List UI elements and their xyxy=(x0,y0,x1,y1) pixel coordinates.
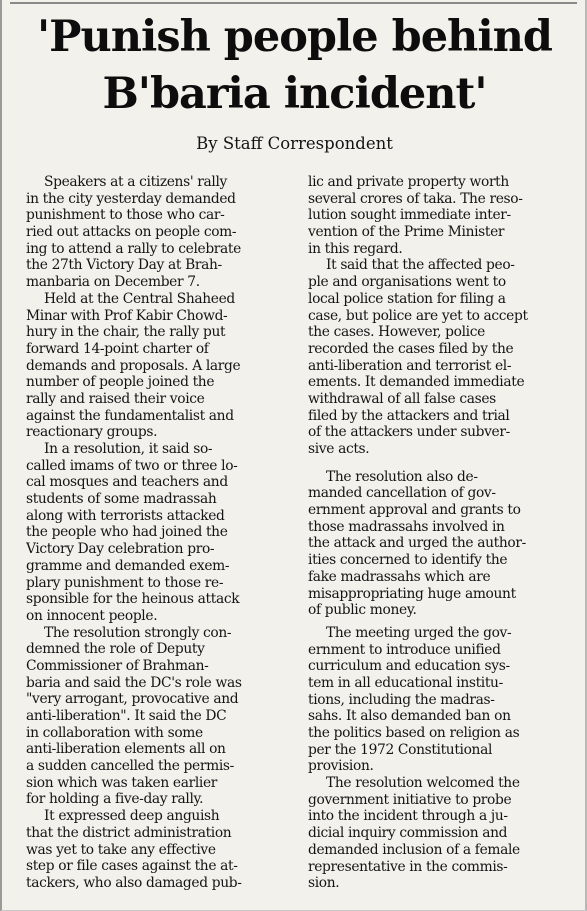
article-text-line: It said that the affected peo- xyxy=(326,257,515,274)
article-text-line: fake madrassahs which are xyxy=(308,568,491,585)
article-text-line: demanded inclusion of a female xyxy=(308,841,520,858)
article-text-line: ried out attacks on people com- xyxy=(26,224,237,241)
article-text-line: anti-liberation". It said the DC xyxy=(26,708,227,724)
article-text-line: tions, including the madras- xyxy=(308,691,495,708)
headline-line-2: B'baria incident' xyxy=(102,69,487,119)
article-text-line: tem in all educational institu- xyxy=(308,674,503,691)
article-text-line: of the attackers under subver- xyxy=(308,424,510,441)
article-text-line: in the city yesterday demanded xyxy=(26,190,236,207)
article-text-line: sion which was taken earlier xyxy=(26,774,218,791)
article-text-line: gramme and demanded exem- xyxy=(26,557,230,574)
article-text-line: provision. xyxy=(308,758,374,775)
article-text-line: curriculum and education sys- xyxy=(308,658,510,675)
article-text-line: ities concerned to identify the xyxy=(308,552,508,569)
article-text-line: reactionary groups. xyxy=(26,424,158,441)
article-text-line: plary punishment to those re- xyxy=(26,574,224,591)
article-text-line: punishment to those who car- xyxy=(26,207,225,224)
article-text-line: hury in the chair, the rally put xyxy=(26,324,226,341)
article-text-line: In a resolution, it said so- xyxy=(44,441,213,457)
article-text-line: step or file cases against the at- xyxy=(26,858,238,875)
article-text-line: anti-liberation and terrorist el- xyxy=(308,357,512,374)
left-column-text xyxy=(26,174,304,892)
article-text-line: The resolution also de- xyxy=(326,468,478,485)
article-text-line: Victory Day celebration pro- xyxy=(26,541,215,558)
article-text-line: sion. xyxy=(308,875,340,892)
article-text-line: anti-liberation elements all on xyxy=(26,741,226,758)
article-text-line: demned the role of Deputy xyxy=(26,641,205,658)
article-text-line: lution sought immediate inter- xyxy=(308,207,511,224)
article-text-line: "very arrogant, provocative and xyxy=(26,691,239,708)
article-text-line: called imams of two or three lo- xyxy=(26,457,238,474)
article-text-line: ernment approval and grants to xyxy=(308,502,521,519)
article-text-line: recorded the cases filed by the xyxy=(308,340,514,357)
article-text-line: forward 14-point charter of xyxy=(26,340,209,357)
article-text-line: was yet to take any effective xyxy=(26,841,216,858)
article-text-line: baria and said the DC's role was xyxy=(26,674,242,691)
article-text-line: ernment to introduce unified xyxy=(308,641,501,658)
article-text-line: manbaria on December 7. xyxy=(26,274,200,291)
article-text-line: sahs. It also demanded ban on xyxy=(308,708,511,725)
article-text-line: against the fundamentalist and xyxy=(26,407,234,424)
article-text-line: It expressed deep anguish xyxy=(44,808,220,825)
article-text-line: on innocent people. xyxy=(26,607,158,624)
article-text-line: in this regard. xyxy=(308,240,403,257)
top-rule xyxy=(10,2,577,4)
article-text-line: withdrawal of all false cases xyxy=(308,390,496,407)
article-text-line: representative in the commis- xyxy=(308,858,508,875)
article-column-right xyxy=(308,174,580,892)
article-text-line: into the incident through a ju- xyxy=(308,808,508,825)
article-text-line: the attack and urged the author- xyxy=(308,535,526,552)
right-column-paragraphs-a xyxy=(308,174,580,458)
article-text-line: Minar with Prof Kabir Chowd- xyxy=(26,307,228,324)
article-text-line: in collaboration with some xyxy=(26,724,203,741)
article-text-line: tackers, who also damaged pub- xyxy=(26,874,242,891)
article-text-line: that the district administration xyxy=(26,824,232,841)
article-text-line: ing to attend a rally to celebrate xyxy=(26,240,241,257)
article-text-line: local police station for filing a xyxy=(308,290,506,307)
article-text-line: ple and organisations went to xyxy=(308,274,506,291)
article-text-line: several crores of taka. The reso- xyxy=(308,190,523,207)
article-text-line: Commissioner of Brahman- xyxy=(26,657,209,674)
article-text-line: Held at the Central Shaheed xyxy=(44,290,235,307)
headline-line-1: 'Punish people behind xyxy=(37,12,552,62)
article-text-line: misappropriating huge amount xyxy=(308,585,516,602)
article-text-line: dicial inquiry commission and xyxy=(308,825,508,842)
article-text-line: sive acts. xyxy=(308,441,370,457)
article-text-line: cal mosques and teachers and xyxy=(26,474,228,491)
byline: By Staff Correspondent xyxy=(196,134,393,153)
article-text-line: filed by the attackers and trial xyxy=(308,407,510,424)
article-text-line: of public money. xyxy=(308,602,417,619)
article-text-line: Speakers at a citizens' rally xyxy=(44,174,227,190)
article-text-line: sponsible for the heinous attack xyxy=(26,591,240,608)
right-column-paragraphs-b xyxy=(308,469,580,619)
article-text-line: The meeting urged the gov- xyxy=(326,624,512,641)
article-text-line: number of people joined the xyxy=(26,374,215,391)
article-text-line: the politics based on religion as xyxy=(308,725,520,741)
article-text-line: per the 1972 Constitutional xyxy=(308,741,493,758)
article-text-line: The resolution welcomed the xyxy=(326,775,520,792)
article-text-line: the cases. However, police xyxy=(308,324,485,341)
article-text-line: case, but police are yet to accept xyxy=(308,307,528,324)
article-text-line: The resolution strongly con- xyxy=(44,624,232,641)
article-column-left xyxy=(26,174,304,892)
article-text-line: demands and proposals. A large xyxy=(26,357,241,374)
article-text-line: manded cancellation of gov- xyxy=(308,485,496,502)
article-text-line: students of some madrassah xyxy=(26,491,217,508)
article-text-line: along with terrorists attacked xyxy=(26,507,225,524)
article-text-line: the people who had joined the xyxy=(26,524,228,541)
article-text-line: a sudden cancelled the permis- xyxy=(26,758,234,775)
article-text-line: rally and raised their voice xyxy=(26,390,205,407)
right-column-paragraphs-c xyxy=(308,625,580,892)
article-text-line: vention of the Prime Minister xyxy=(308,224,505,241)
article-text-line: government initiative to probe xyxy=(308,791,512,808)
article-text-line: lic and private property worth xyxy=(308,174,509,190)
article-text-line: for holding a five-day rally. xyxy=(26,791,204,808)
paragraph-gap xyxy=(308,458,580,469)
article-text-line: those madrassahs involved in xyxy=(308,518,505,535)
article-text-line: the 27th Victory Day at Brah- xyxy=(26,257,222,274)
article-text-line: ements. It demanded immediate xyxy=(308,374,525,391)
